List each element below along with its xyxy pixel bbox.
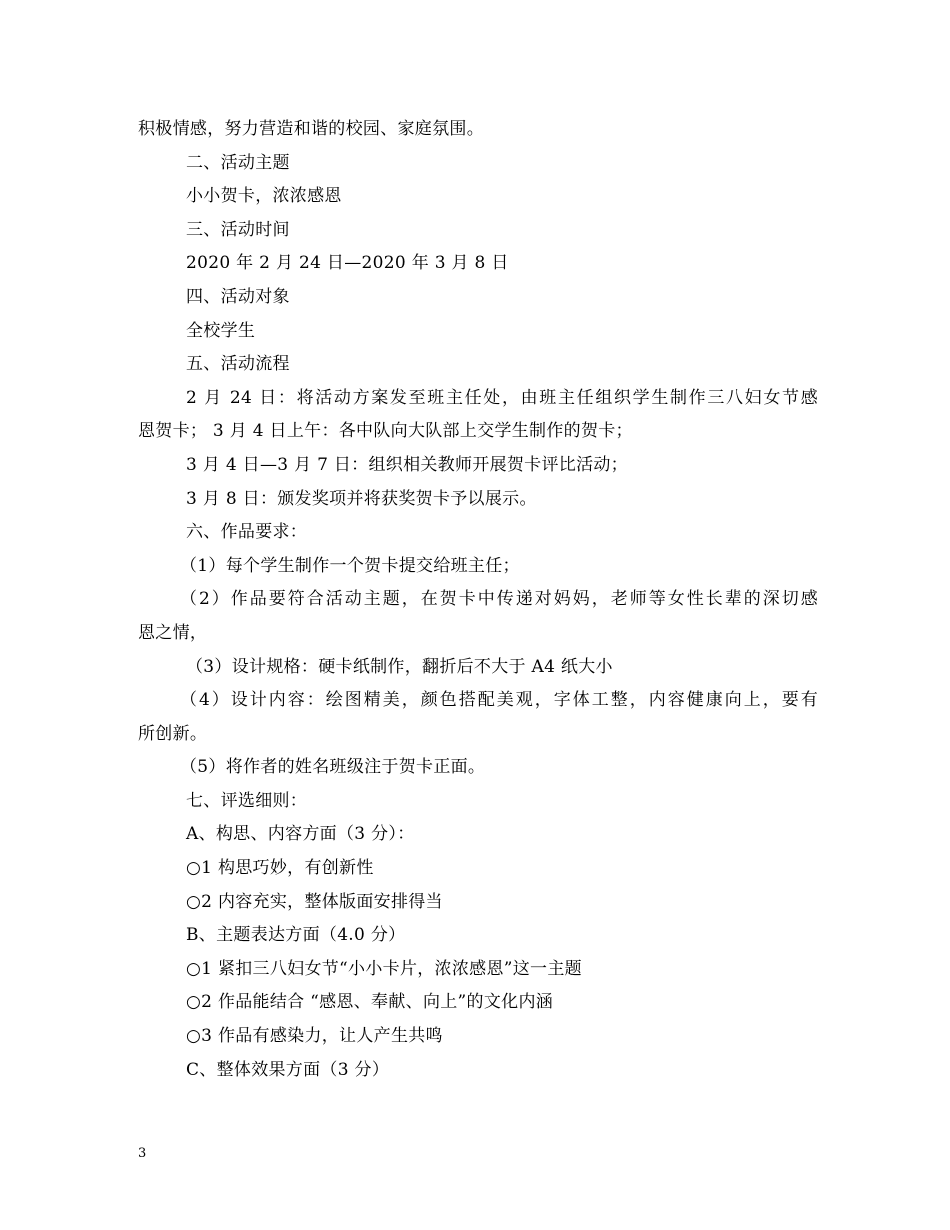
paragraph-line: 2 月 24 日：将活动方案发至班主任处，由班主任组织学生制作三八妇女节感 bbox=[186, 387, 818, 408]
body-text bbox=[138, 113, 818, 1087]
list-item: ○2 内容充实，整体版面安排得当 bbox=[186, 891, 443, 912]
list-item: ○1 构思巧妙，有创新性 bbox=[186, 858, 374, 879]
list-item: （3）设计规格：硬卡纸制作，翻折后不大于 A4 纸大小 bbox=[186, 656, 613, 677]
paragraph-line: C、整体效果方面（3 分） bbox=[186, 1059, 390, 1080]
paragraph-line: B、主题表达方面（4.0 分） bbox=[186, 925, 406, 946]
list-item: ○3 作品有感染力，让人产生共鸣 bbox=[186, 1026, 443, 1047]
section-heading: 七、评选细则： bbox=[186, 790, 308, 811]
paragraph-line: 全校学生 bbox=[186, 320, 256, 341]
list-item: （2）作品要符合活动主题，在贺卡中传递对妈妈，老师等女性长辈的深切感 bbox=[180, 589, 818, 610]
section-heading: 二、活动主题 bbox=[186, 152, 290, 173]
paragraph-line: 积极情感，努力营造和谐的校园、家庭氛围。 bbox=[138, 119, 484, 139]
list-item: （5）将作者的姓名班级注于贺卡正面。 bbox=[180, 757, 486, 778]
list-item: （4）设计内容：绘图精美，颜色搭配美观，字体工整，内容健康向上，要有 bbox=[180, 690, 818, 711]
section-heading: 四、活动对象 bbox=[186, 286, 290, 307]
section-heading: 三、活动时间 bbox=[186, 219, 290, 240]
list-item: ○1 紧扣三八妇女节“小小卡片，浓浓感恩”这一主题 bbox=[186, 958, 582, 979]
paragraph-line: 2020 年 2 月 24 日—2020 年 3 月 8 日 bbox=[186, 253, 509, 274]
paragraph-line: A、构思、内容方面（3 分）： bbox=[186, 824, 415, 845]
list-item: ○2 作品能结合 “感恩、奉献、向上”的文化内涵 bbox=[186, 992, 554, 1013]
page-number: 3 bbox=[138, 1146, 147, 1161]
paragraph-line: 所创新。 bbox=[138, 723, 208, 744]
paragraph-line: 恩之情， bbox=[138, 622, 208, 643]
section-heading: 五、活动流程 bbox=[186, 354, 290, 375]
list-item: （1）每个学生制作一个贺卡提交给班主任； bbox=[180, 555, 520, 576]
paragraph-line: 恩贺卡； 3 月 4 日上午：各中队向大队部上交学生制作的贺卡； bbox=[138, 421, 633, 442]
paragraph-line: 3 月 4 日—3 月 7 日：组织相关教师开展贺卡评比活动； bbox=[186, 454, 628, 475]
section-heading: 六、作品要求： bbox=[186, 522, 308, 543]
paragraph-line: 小小贺卡，浓浓感恩 bbox=[186, 186, 342, 207]
paragraph-line: 3 月 8 日：颁发奖项并将获奖贺卡予以展示。 bbox=[186, 488, 537, 509]
